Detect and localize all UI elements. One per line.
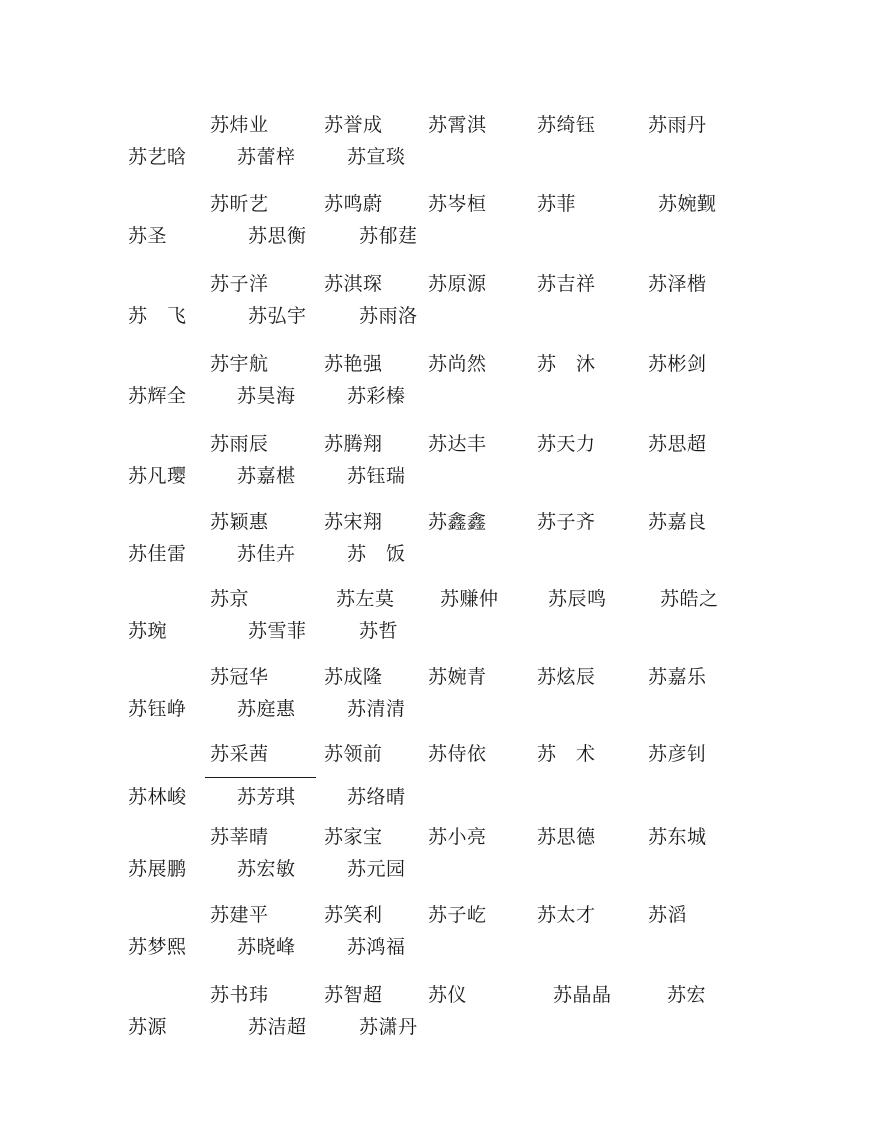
person-name: 苏思德 <box>537 827 596 848</box>
person-name: 苏艳强 <box>324 354 383 375</box>
person-name: 苏炫辰 <box>537 667 596 688</box>
person-name: 苏辰鸣 <box>548 589 607 610</box>
person-name: 苏辉全 <box>128 386 187 407</box>
person-name: 苏昊海 <box>237 386 296 407</box>
person-name: 苏岑桓 <box>428 194 487 215</box>
person-name: 苏思超 <box>648 434 707 455</box>
person-name: 苏雨洛 <box>359 306 418 327</box>
person-name: 苏晶晶 <box>553 985 612 1006</box>
person-name: 苏成隆 <box>324 667 383 688</box>
person-name: 苏侍依 <box>428 744 487 765</box>
person-name: 苏小亮 <box>428 827 487 848</box>
person-name: 苏梦熙 <box>128 937 187 958</box>
person-name: 苏子洋 <box>210 274 269 295</box>
person-name: 苏子齐 <box>537 512 596 533</box>
person-name: 苏婉青 <box>428 667 487 688</box>
person-name: 苏吉祥 <box>537 274 596 295</box>
person-name: 苏佳卉 <box>237 544 296 565</box>
person-name: 苏彬剑 <box>648 354 707 375</box>
person-name: 苏建平 <box>210 905 269 926</box>
person-name: 苏郁莛 <box>359 226 418 247</box>
person-name: 苏宣琰 <box>347 147 406 168</box>
person-name: 苏佳雷 <box>128 544 187 565</box>
person-name: 苏雨辰 <box>210 434 269 455</box>
name-underline <box>205 777 316 778</box>
person-name: 苏达丰 <box>428 434 487 455</box>
person-name: 苏誉成 <box>324 115 383 136</box>
person-name: 苏彦钊 <box>648 744 707 765</box>
person-name: 苏东城 <box>648 827 707 848</box>
person-name: 苏 沐 <box>537 354 596 375</box>
person-name: 苏鸿福 <box>347 937 406 958</box>
person-name: 苏元园 <box>347 859 406 880</box>
person-name: 苏洁超 <box>248 1017 307 1038</box>
person-name: 苏林峻 <box>128 787 187 808</box>
person-name: 苏 术 <box>537 744 596 765</box>
person-name: 苏菲 <box>537 194 577 215</box>
person-name: 苏络晴 <box>347 787 406 808</box>
person-name: 苏琬 <box>128 621 168 642</box>
person-name: 苏智超 <box>324 985 383 1006</box>
person-name: 苏庭惠 <box>237 699 296 720</box>
person-name: 苏展鹏 <box>128 859 187 880</box>
person-name: 苏太才 <box>537 905 596 926</box>
person-name: 苏宏 <box>667 985 707 1006</box>
person-name: 苏潇丹 <box>359 1017 418 1038</box>
person-name: 苏宇航 <box>210 354 269 375</box>
person-name: 苏清清 <box>347 699 406 720</box>
person-name: 苏炜业 <box>210 115 269 136</box>
person-name: 苏凡璎 <box>128 466 187 487</box>
person-name: 苏霄淇 <box>428 115 487 136</box>
person-name: 苏滔 <box>648 905 688 926</box>
person-name: 苏源 <box>128 1017 168 1038</box>
person-name: 苏鑫鑫 <box>428 512 487 533</box>
person-name: 苏子屹 <box>428 905 487 926</box>
person-name: 苏仪 <box>428 985 468 1006</box>
person-name: 苏鸣蔚 <box>324 194 383 215</box>
person-name: 苏钰峥 <box>128 699 187 720</box>
person-name: 苏 饭 <box>347 544 406 565</box>
person-name: 苏彩榛 <box>347 386 406 407</box>
person-name: 苏嘉乐 <box>648 667 707 688</box>
person-name: 苏晓峰 <box>237 937 296 958</box>
person-name: 苏 飞 <box>128 306 187 327</box>
person-name: 苏昕艺 <box>210 194 269 215</box>
person-name: 苏芳琪 <box>237 787 296 808</box>
person-name: 苏嘉良 <box>648 512 707 533</box>
person-name: 苏哲 <box>359 621 399 642</box>
person-name: 苏颖惠 <box>210 512 269 533</box>
person-name: 苏冠华 <box>210 667 269 688</box>
person-name: 苏赚仲 <box>440 589 499 610</box>
person-name: 苏宋翔 <box>324 512 383 533</box>
person-name: 苏京 <box>210 589 250 610</box>
person-name: 苏天力 <box>537 434 596 455</box>
person-name: 苏皓之 <box>660 589 719 610</box>
person-name: 苏艺晗 <box>128 147 187 168</box>
person-name: 苏雨丹 <box>648 115 707 136</box>
person-name: 苏腾翔 <box>324 434 383 455</box>
person-name: 苏蕾梓 <box>237 147 296 168</box>
person-name: 苏嘉椹 <box>237 466 296 487</box>
person-name: 苏书玮 <box>210 985 269 1006</box>
person-name: 苏婉觐 <box>658 194 717 215</box>
person-name: 苏思衡 <box>248 226 307 247</box>
person-name: 苏钰瑞 <box>347 466 406 487</box>
person-name: 苏泽楷 <box>648 274 707 295</box>
person-name: 苏原源 <box>428 274 487 295</box>
person-name: 苏绮钰 <box>537 115 596 136</box>
person-name: 苏圣 <box>128 226 168 247</box>
person-name: 苏淇琛 <box>324 274 383 295</box>
person-name: 苏采茜 <box>210 744 269 765</box>
person-name: 苏宏敏 <box>237 859 296 880</box>
person-name: 苏尚然 <box>428 354 487 375</box>
person-name: 苏雪菲 <box>248 621 307 642</box>
person-name: 苏左莫 <box>336 589 395 610</box>
person-name: 苏领前 <box>324 744 383 765</box>
person-name: 苏弘宇 <box>248 306 307 327</box>
person-name: 苏莘晴 <box>210 827 269 848</box>
person-name: 苏家宝 <box>324 827 383 848</box>
person-name: 苏笑利 <box>324 905 383 926</box>
